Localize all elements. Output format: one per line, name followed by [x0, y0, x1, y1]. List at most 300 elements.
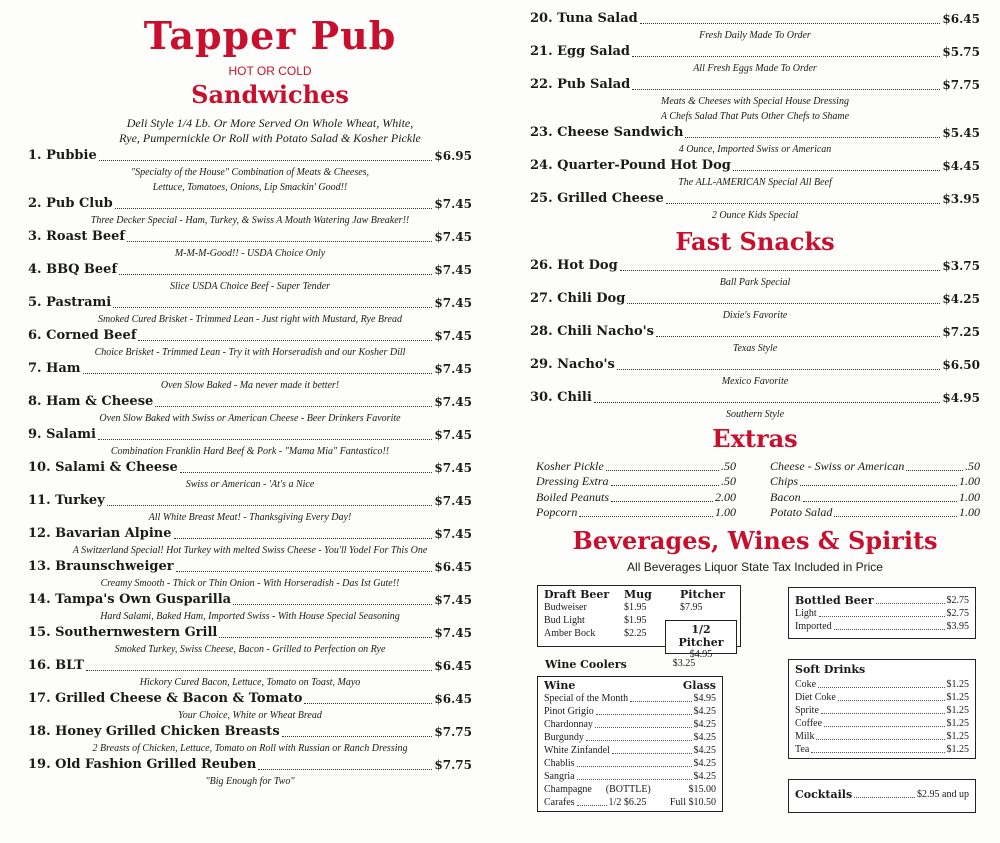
dot-leader [876, 603, 945, 604]
dot-leader [906, 470, 963, 471]
row-price: 1.00 [959, 474, 980, 488]
dot-leader [258, 769, 432, 770]
dot-leader [99, 160, 433, 161]
menu-item-price: $6.95 [434, 149, 472, 163]
dot-leader [819, 616, 945, 617]
menu-item-description: The ALL-AMERICAN Special All Beef [678, 177, 832, 188]
dot-leader [733, 170, 941, 171]
menu-item-name: 15. Southernwestern Grill [28, 625, 218, 640]
extras-left-column [536, 458, 736, 520]
menu-item-price: $5.75 [942, 45, 980, 59]
dot-leader [577, 805, 607, 806]
menu-item-row [28, 261, 472, 279]
row-name: Sprite [795, 705, 819, 716]
sandwich-continued-list [530, 10, 980, 223]
menu-item [530, 389, 980, 422]
price-row [795, 743, 969, 756]
menu-item [530, 43, 980, 76]
menu-item [530, 76, 980, 124]
dot-leader [596, 714, 692, 715]
dot-leader [594, 402, 941, 403]
draft-mug: $1.95 [624, 602, 647, 613]
fast-snacks-heading: Fast Snacks [675, 227, 835, 256]
menu-item [530, 356, 980, 389]
dot-leader [612, 753, 692, 754]
price-row [795, 704, 969, 717]
dot-leader [98, 439, 432, 440]
menu-item-price: $7.45 [434, 296, 472, 310]
menu-item-price: $4.25 [942, 292, 980, 306]
draft-beer-head: Draft Beer [544, 588, 610, 601]
intro-line-2: Rye, Pumpernickle Or Roll with Potato Salad & Kosher Pickle [119, 131, 421, 145]
mug-head: Mug [624, 588, 652, 601]
menu-item-row [28, 195, 472, 213]
champagne-price: $15.00 [688, 784, 716, 795]
menu-item [28, 195, 472, 228]
sandwich-list [28, 147, 472, 789]
menu-item [530, 190, 980, 223]
menu-item-row [530, 389, 980, 407]
menu-item-name: 29. Nacho's [530, 357, 615, 372]
menu-item-name: 18. Honey Grilled Chicken Breasts [28, 724, 280, 739]
menu-item-price: $7.45 [434, 593, 472, 607]
wine-coolers-price: $3.25 [672, 658, 696, 669]
menu-item-name: 20. Tuna Salad [530, 11, 638, 26]
dot-leader [579, 516, 713, 517]
dot-leader [282, 736, 433, 737]
row-name: Coffee [795, 718, 823, 729]
menu-item-description: 4 Ounce, Imported Swiss or American [678, 144, 832, 155]
bottled-beer-head: Bottled Beer [795, 594, 874, 607]
menu-item-description: All White Breast Meat! - Thanksgiving Every Day! [148, 512, 352, 523]
dot-leader [577, 779, 692, 780]
dot-leader [620, 270, 941, 271]
menu-item-row [28, 360, 472, 378]
dot-leader [838, 700, 945, 701]
row-price: $1.25 [946, 705, 969, 716]
price-row [544, 757, 716, 770]
menu-item-price: $7.45 [434, 527, 472, 541]
row-price: $1.25 [946, 679, 969, 690]
menu-item-price: $7.45 [434, 428, 472, 442]
tax-note: All Beverages Liquor State Tax Included in Price [627, 560, 883, 574]
menu-item-row [28, 492, 472, 510]
menu-item-name: 8. Ham & Cheese [28, 394, 154, 409]
dot-leader [854, 797, 915, 798]
dot-leader [627, 303, 940, 304]
half-pitcher-price: $4.95 [689, 649, 713, 660]
price-row [544, 705, 716, 718]
row-name: Potato Salad [770, 505, 833, 519]
price-row [770, 489, 980, 505]
dot-leader [632, 89, 940, 90]
menu-item [530, 10, 980, 43]
menu-item-description: Oven Slow Baked with Swiss or American Cheese - Beer Drinkers Favorite [99, 413, 401, 424]
row-price: 1.00 [959, 489, 980, 504]
menu-item-name: 7. Ham [28, 361, 81, 376]
row-price: $4.95 [693, 693, 716, 704]
menu-item-description: Swiss or American - 'At's a Nice [185, 479, 315, 490]
menu-item-row [28, 690, 472, 708]
wine-header-row [544, 679, 716, 692]
champagne-unit: (BOTTLE) [605, 784, 651, 795]
menu-item [28, 459, 472, 492]
price-row [536, 458, 736, 474]
hot-or-cold-label: HOT OR COLD [228, 64, 312, 78]
menu-item-description: Southern Style [725, 409, 785, 420]
dot-leader [174, 538, 433, 539]
menu-item-name: 4. BBQ Beef [28, 262, 118, 277]
menu-item-row [530, 356, 980, 374]
row-name: Chips [770, 474, 799, 488]
soft-drinks-head: Soft Drinks [795, 663, 866, 676]
price-row [536, 474, 736, 490]
row-name: Boiled Peanuts [536, 489, 609, 504]
menu-item-price: $7.45 [434, 362, 472, 376]
menu-item [530, 157, 980, 190]
menu-item-name: 17. Grilled Cheese & Bacon & Tomato [28, 691, 303, 706]
menu-item-row [28, 327, 472, 345]
dot-leader [834, 516, 957, 517]
champagne-label: Champagne [544, 784, 592, 795]
intro-line-1: Deli Style 1/4 Lb. Or More Served On Whole Wheat, White, [126, 116, 414, 130]
draft-mug: $1.95 [624, 615, 647, 626]
draft-name: Bud Light [544, 615, 585, 626]
row-name: Diet Coke [795, 692, 836, 703]
row-price: 1.00 [959, 505, 980, 519]
dot-leader [127, 241, 432, 242]
menu-item-name: 9. Salami [28, 427, 96, 442]
right-column [530, 10, 980, 580]
row-price: $4.25 [693, 706, 716, 717]
dot-leader [155, 406, 432, 407]
menu-item-description: Smoked Cured Brisket - Trimmed Lean - Just right with Mustard, Rye Bread [98, 314, 402, 325]
draft-header-row [544, 588, 734, 601]
menu-item [530, 323, 980, 356]
price-row [770, 505, 980, 521]
menu-item-name: 6. Corned Beef [28, 328, 137, 343]
menu-item-price: $7.45 [434, 230, 472, 244]
menu-item-price: $7.45 [434, 494, 472, 508]
extras-right-column [770, 458, 980, 520]
dot-leader [83, 373, 433, 374]
row-price: $4.25 [693, 771, 716, 782]
menu-item-description: Fresh Daily Made To Order [699, 30, 811, 41]
menu-item-name: 13. Braunschweiger [28, 559, 174, 574]
dot-leader [685, 137, 940, 138]
menu-item-description: M-M-M-Good!! - USDA Choice Only [174, 248, 326, 259]
menu-item-price: $7.45 [434, 329, 472, 343]
menu-item-description: Meats & Cheeses with Special House Dressing [661, 96, 849, 107]
menu-item-name: 26. Hot Dog [530, 258, 618, 273]
menu-item-description: "Specialty of the House" Combination of Meats & Cheeses, [130, 167, 370, 178]
dot-leader [811, 752, 944, 753]
menu-item-description: Mexico Favorite [721, 376, 789, 387]
menu-item-name: 14. Tampa's Own Gusparilla [28, 592, 232, 607]
half-pitcher-head: 1/2 Pitcher [678, 623, 724, 649]
menu-item-description: 2 Ounce Kids Special [711, 210, 799, 221]
menu-item-price: $7.45 [434, 263, 472, 277]
row-name: Dressing Extra [536, 474, 609, 488]
dot-leader [800, 485, 957, 486]
menu-item-price: $7.75 [942, 78, 980, 92]
menu-item-description: Smoked Turkey, Swiss Cheese, Bacon - Grilled to Perfection on Rye [114, 644, 386, 655]
menu-item [28, 591, 472, 624]
menu-item-description: Your Choice, White or Wheat Bread [178, 710, 322, 721]
row-name: Milk [795, 731, 815, 742]
menu-item-name: 1. Pubbie [28, 148, 97, 163]
price-row [795, 717, 969, 730]
menu-item [28, 525, 472, 558]
menu-item-description: 2 Breasts of Chicken, Lettuce, Tomato on Roll with Russian or Ranch Dressing [92, 743, 408, 754]
row-name: Special of the Month [544, 693, 629, 704]
dot-leader [577, 766, 692, 767]
menu-item-name: 12. Bavarian Alpine [28, 526, 172, 541]
row-price: 2.00 [715, 489, 736, 504]
menu-item-description: Creamy Smooth - Thick or Thin Onion - With Horseradish - Das Ist Gute!! [100, 578, 400, 589]
bottled-header-row [795, 591, 969, 607]
bottled-rows [795, 607, 969, 633]
row-name: Sangria [544, 771, 575, 782]
fast-snacks-list [530, 257, 980, 422]
menu-item [28, 393, 472, 426]
extras-list [536, 458, 980, 520]
menu-item [28, 624, 472, 657]
row-name: Bacon [770, 489, 801, 504]
menu-item-name: 2. Pub Club [28, 196, 113, 211]
menu-item-description: Slice USDA Choice Beef - Super Tender [170, 281, 330, 292]
half-pitcher-box [665, 620, 737, 660]
carafes-row [544, 796, 716, 809]
menu-item [28, 261, 472, 294]
dot-leader [115, 208, 433, 209]
row-price: $1.25 [946, 692, 969, 703]
menu-item-description: A Chefs Salad That Puts Other Chefs to Shame [660, 111, 850, 122]
menu-item [28, 756, 472, 789]
draft-name: Amber Bock [544, 628, 596, 639]
menu-item-name: 23. Cheese Sandwich [530, 125, 684, 140]
menu-item-row [530, 43, 980, 61]
price-row [544, 731, 716, 744]
menu-item-price: $7.75 [434, 725, 472, 739]
menu-item-row [530, 190, 980, 208]
row-name: White Zinfandel [544, 745, 610, 756]
menu-item [28, 492, 472, 525]
dot-leader [304, 703, 432, 704]
dot-leader [834, 629, 945, 630]
menu-item-price: $7.45 [434, 626, 472, 640]
row-price: $4.25 [693, 745, 716, 756]
menu-item-name: 5. Pastrami [28, 295, 112, 310]
draft-pitcher: $7.95 [680, 602, 703, 613]
row-name: Burgundy [544, 732, 584, 743]
row-name: Light [795, 608, 817, 619]
dot-leader [611, 485, 719, 486]
dot-leader [821, 713, 945, 714]
menu-item-description: Choice Brisket - Trimmed Lean - Try it with Horseradish and our Kosher Dill [94, 347, 406, 358]
menu-item-name: 30. Chili [530, 390, 592, 405]
draft-name: Budweiser [544, 602, 587, 613]
row-name: Kosher Pickle [536, 458, 604, 473]
menu-item [28, 360, 472, 393]
bottled-beer-box [788, 587, 976, 639]
menu-item [28, 147, 472, 195]
menu-item-row [28, 591, 472, 609]
row-name: Coke [795, 679, 817, 690]
row-price: $1.25 [946, 718, 969, 729]
row-price: $2.75 [946, 608, 969, 619]
price-row [795, 620, 969, 633]
menu-item-name: 3. Roast Beef [28, 229, 125, 244]
row-name: Chardonnay [544, 719, 593, 730]
menu-item [28, 558, 472, 591]
menu-item-description: Hard Salami, Baked Ham, Imported Swiss - With House Special Seasoning [100, 611, 400, 622]
menu-item [28, 657, 472, 690]
row-price: $1.25 [946, 744, 969, 755]
menu-item-name: 27. Chili Dog [530, 291, 626, 306]
row-name: Popcorn [536, 505, 578, 519]
left-column [28, 12, 472, 789]
menu-item-row [530, 76, 980, 94]
glass-head: Glass [682, 679, 716, 692]
bottled-beer-head-price: $2.75 [946, 595, 969, 606]
cocktails-price: $2.95 and up [917, 789, 969, 800]
row-name: Cheese - Swiss or American [770, 458, 905, 473]
dot-leader [630, 701, 691, 702]
menu-item-price: $6.50 [942, 358, 980, 372]
price-row [795, 607, 969, 620]
menu-item [28, 228, 472, 261]
menu-item [28, 690, 472, 723]
menu-item-description: Three Decker Special - Ham, Turkey, & Swiss A Mouth Watering Jaw Breaker!! [90, 215, 410, 226]
menu-item [28, 294, 472, 327]
menu-item-name: 28. Chili Nacho's [530, 324, 654, 339]
dot-leader [640, 23, 941, 24]
cocktails-row [795, 788, 969, 801]
menu-item-price: $7.25 [942, 325, 980, 339]
row-price: .50 [721, 474, 736, 488]
carafes-half: 1/2 $6.25 [608, 797, 647, 808]
menu-item-price: $6.45 [434, 659, 472, 673]
wine-rows [544, 692, 716, 783]
carafes-label: Carafes [544, 797, 575, 808]
price-row [795, 678, 969, 691]
menu-item-row [28, 228, 472, 246]
menu-item-row [28, 624, 472, 642]
dot-leader [824, 726, 944, 727]
row-price: $4.25 [693, 732, 716, 743]
price-row [770, 458, 980, 474]
menu-item-row [530, 257, 980, 275]
row-name: Pinot Grigio [544, 706, 594, 717]
menu-item-price: $7.45 [434, 395, 472, 409]
menu-item-description: Ball Park Special [719, 277, 791, 288]
dot-leader [176, 571, 433, 572]
row-price: .50 [721, 458, 736, 473]
menu-item-name: 11. Turkey [28, 493, 105, 508]
price-row [795, 691, 969, 704]
price-row [795, 730, 969, 743]
menu-item-price: $6.45 [434, 560, 472, 574]
menu-item [530, 124, 980, 157]
menu-item [530, 257, 980, 290]
menu-item-row [530, 10, 980, 28]
dot-leader [606, 470, 719, 471]
menu-item-description: Lettuce, Tomatoes, Onions, Lip Smackin' Good!! [152, 182, 348, 193]
menu-item-description: Hickory Cured Bacon, Lettuce, Tomato on Toast, Mayo [139, 677, 361, 688]
menu-item-row [28, 723, 472, 741]
soft-rows [795, 678, 969, 756]
dot-leader [119, 274, 432, 275]
menu-item-name: 16. BLT [28, 658, 84, 673]
wine-box [537, 676, 723, 812]
menu-item [28, 426, 472, 459]
dot-leader [666, 203, 941, 204]
menu-item-price: $5.45 [942, 126, 980, 140]
row-name: Imported [795, 621, 832, 632]
menu-item-name: 25. Grilled Cheese [530, 191, 664, 206]
dot-leader [113, 307, 432, 308]
dot-leader [233, 604, 432, 605]
cocktails-box [788, 779, 976, 813]
menu-item-price: $7.45 [434, 461, 472, 475]
dot-leader [632, 56, 940, 57]
menu-item [28, 327, 472, 360]
dot-leader [617, 369, 941, 370]
dot-leader [107, 505, 433, 506]
menu-item-description: A Switzerland Special! Hot Turkey with melted Swiss Cheese - You'll Yodel For This One [72, 545, 428, 556]
menu-item-row [28, 147, 472, 165]
row-price: .50 [965, 458, 980, 473]
dot-leader [611, 501, 713, 502]
menu-item-row [28, 657, 472, 675]
beverages-heading: Beverages, Wines & Spirits [572, 526, 938, 555]
menu-item [530, 290, 980, 323]
menu-item [28, 723, 472, 756]
dot-leader [595, 727, 692, 728]
dot-leader [656, 336, 940, 337]
menu-item-price: $7.45 [434, 197, 472, 211]
menu-item-price: $4.45 [942, 159, 980, 173]
menu-item-price: $3.75 [942, 259, 980, 273]
price-row [544, 692, 716, 705]
carafes-full: Full $10.50 [669, 797, 716, 808]
row-name: Tea [795, 744, 810, 755]
menu-item-description: Texas Style [732, 343, 778, 354]
menu-item-description: Oven Slow Baked - Ma never made it better! [160, 380, 340, 391]
menu-item-price: $6.45 [434, 692, 472, 706]
row-price: $3.95 [946, 621, 969, 632]
menu-item-name: 24. Quarter-Pound Hot Dog [530, 158, 731, 173]
menu-item-row [28, 426, 472, 444]
menu-item-price: $3.95 [942, 192, 980, 206]
draft-mug: $2.25 [624, 628, 647, 639]
menu-item-description: Combination Franklin Hard Beef & Pork - "Mama Mia" Fantastico!! [110, 446, 390, 457]
row-price: 1.00 [715, 505, 736, 519]
menu-item-row [28, 459, 472, 477]
price-row [536, 505, 736, 521]
price-row [544, 744, 716, 757]
menu-item-row [28, 756, 472, 774]
menu-item-row [28, 393, 472, 411]
draft-row [544, 601, 734, 614]
sandwiches-heading: Sandwiches [191, 80, 349, 109]
dot-leader [219, 637, 432, 638]
menu-item-price: $6.45 [942, 12, 980, 26]
wine-coolers-label: Wine Coolers [545, 658, 627, 671]
dot-leader [818, 687, 944, 688]
row-price: $1.25 [946, 731, 969, 742]
